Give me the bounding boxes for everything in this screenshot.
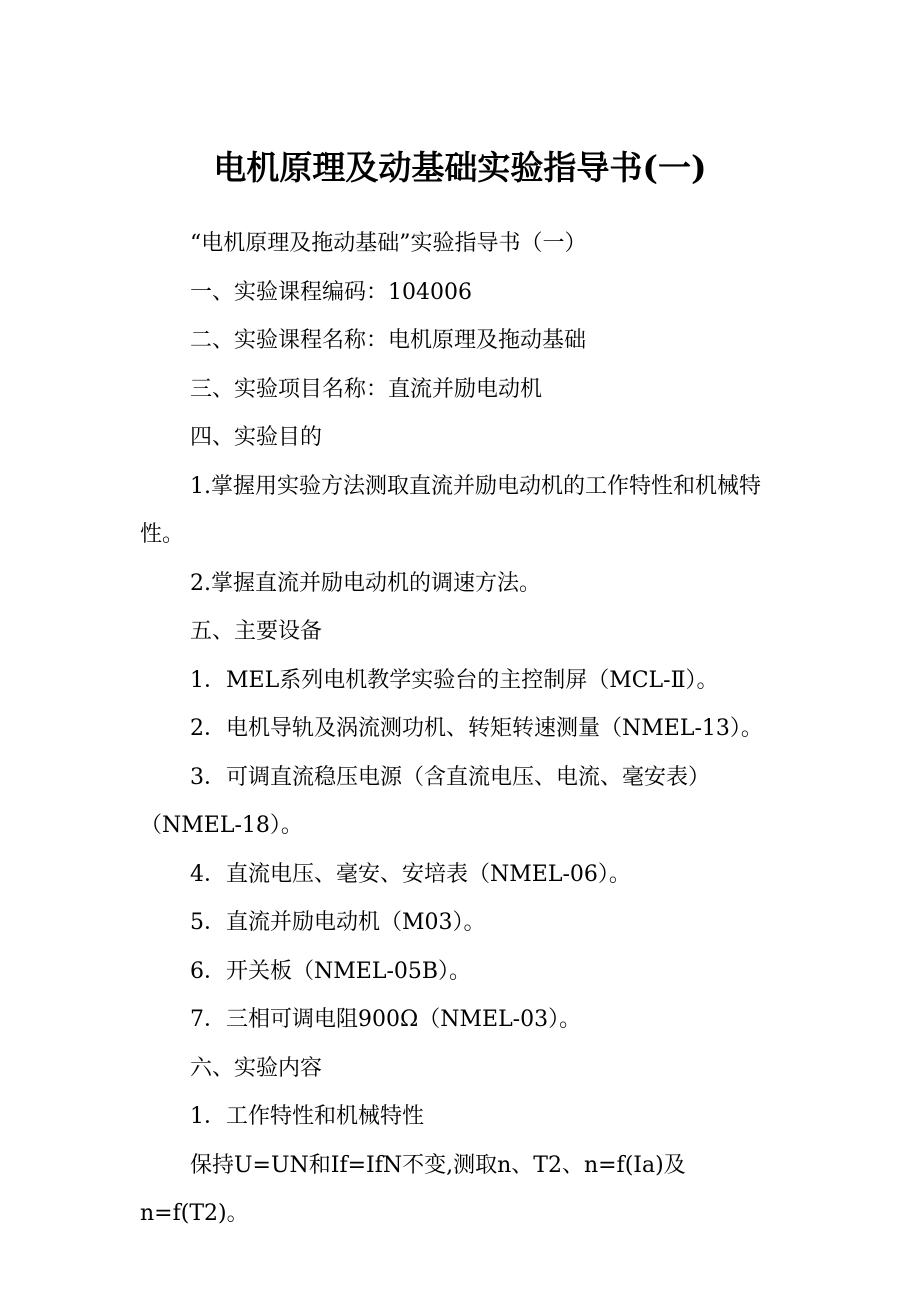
section-heading-purpose: 四、实验目的 (190, 425, 323, 450)
project-name: 三、实验项目名称：直流并励电动机 (190, 376, 543, 402)
equipment-item-3: 3．可调直流稳压电源（含直流电压、电流、毫安表）（NMEL-18）。 (140, 764, 710, 838)
course-name: 二、实验课程名称：电机原理及拖动基础 (190, 328, 587, 353)
equipment-item-1: 1．MEL系列电机教学实验台的主控制屏（MCL-Ⅱ）。 (190, 667, 719, 693)
content-item-1: 1．工作特性和机械特性 (190, 1104, 424, 1129)
equipment-item-4: 4．直流电压、毫安、安培表（NMEL-06）。 (190, 861, 631, 887)
section-heading-equipment: 五、主要设备 (190, 619, 323, 644)
content-text: 保持U=UN和If=IfN不变,测取n、T2、n=f(Ia)及n=f(T2)。 (140, 1152, 686, 1226)
subtitle: “电机原理及拖动基础”实验指导书（一） (190, 231, 587, 256)
purpose-item-1: 1.掌握用实验方法测取直流并励电动机的工作特性和机械特性。 (140, 473, 761, 547)
equipment-item-7: 7．三相可调电阻900Ω（NMEL-03）。 (190, 1007, 582, 1032)
equipment-item-2: 2．电机导轨及涡流测功机、转矩转速测量（NMEL-13）。 (190, 716, 763, 741)
equipment-item-5: 5．直流并励电动机（M03）。 (190, 910, 486, 935)
document-body (140, 220, 790, 1239)
document-title: 电机原理及动基础实验指导书(一) (213, 148, 707, 187)
course-code: 一、实验课程编码：104006 (190, 279, 472, 305)
purpose-item-2: 2.掌握直流并励电动机的调速方法。 (190, 570, 541, 596)
section-heading-content: 六、实验内容 (190, 1055, 323, 1081)
equipment-item-6: 6．开关板（NMEL-05B）。 (190, 958, 472, 984)
